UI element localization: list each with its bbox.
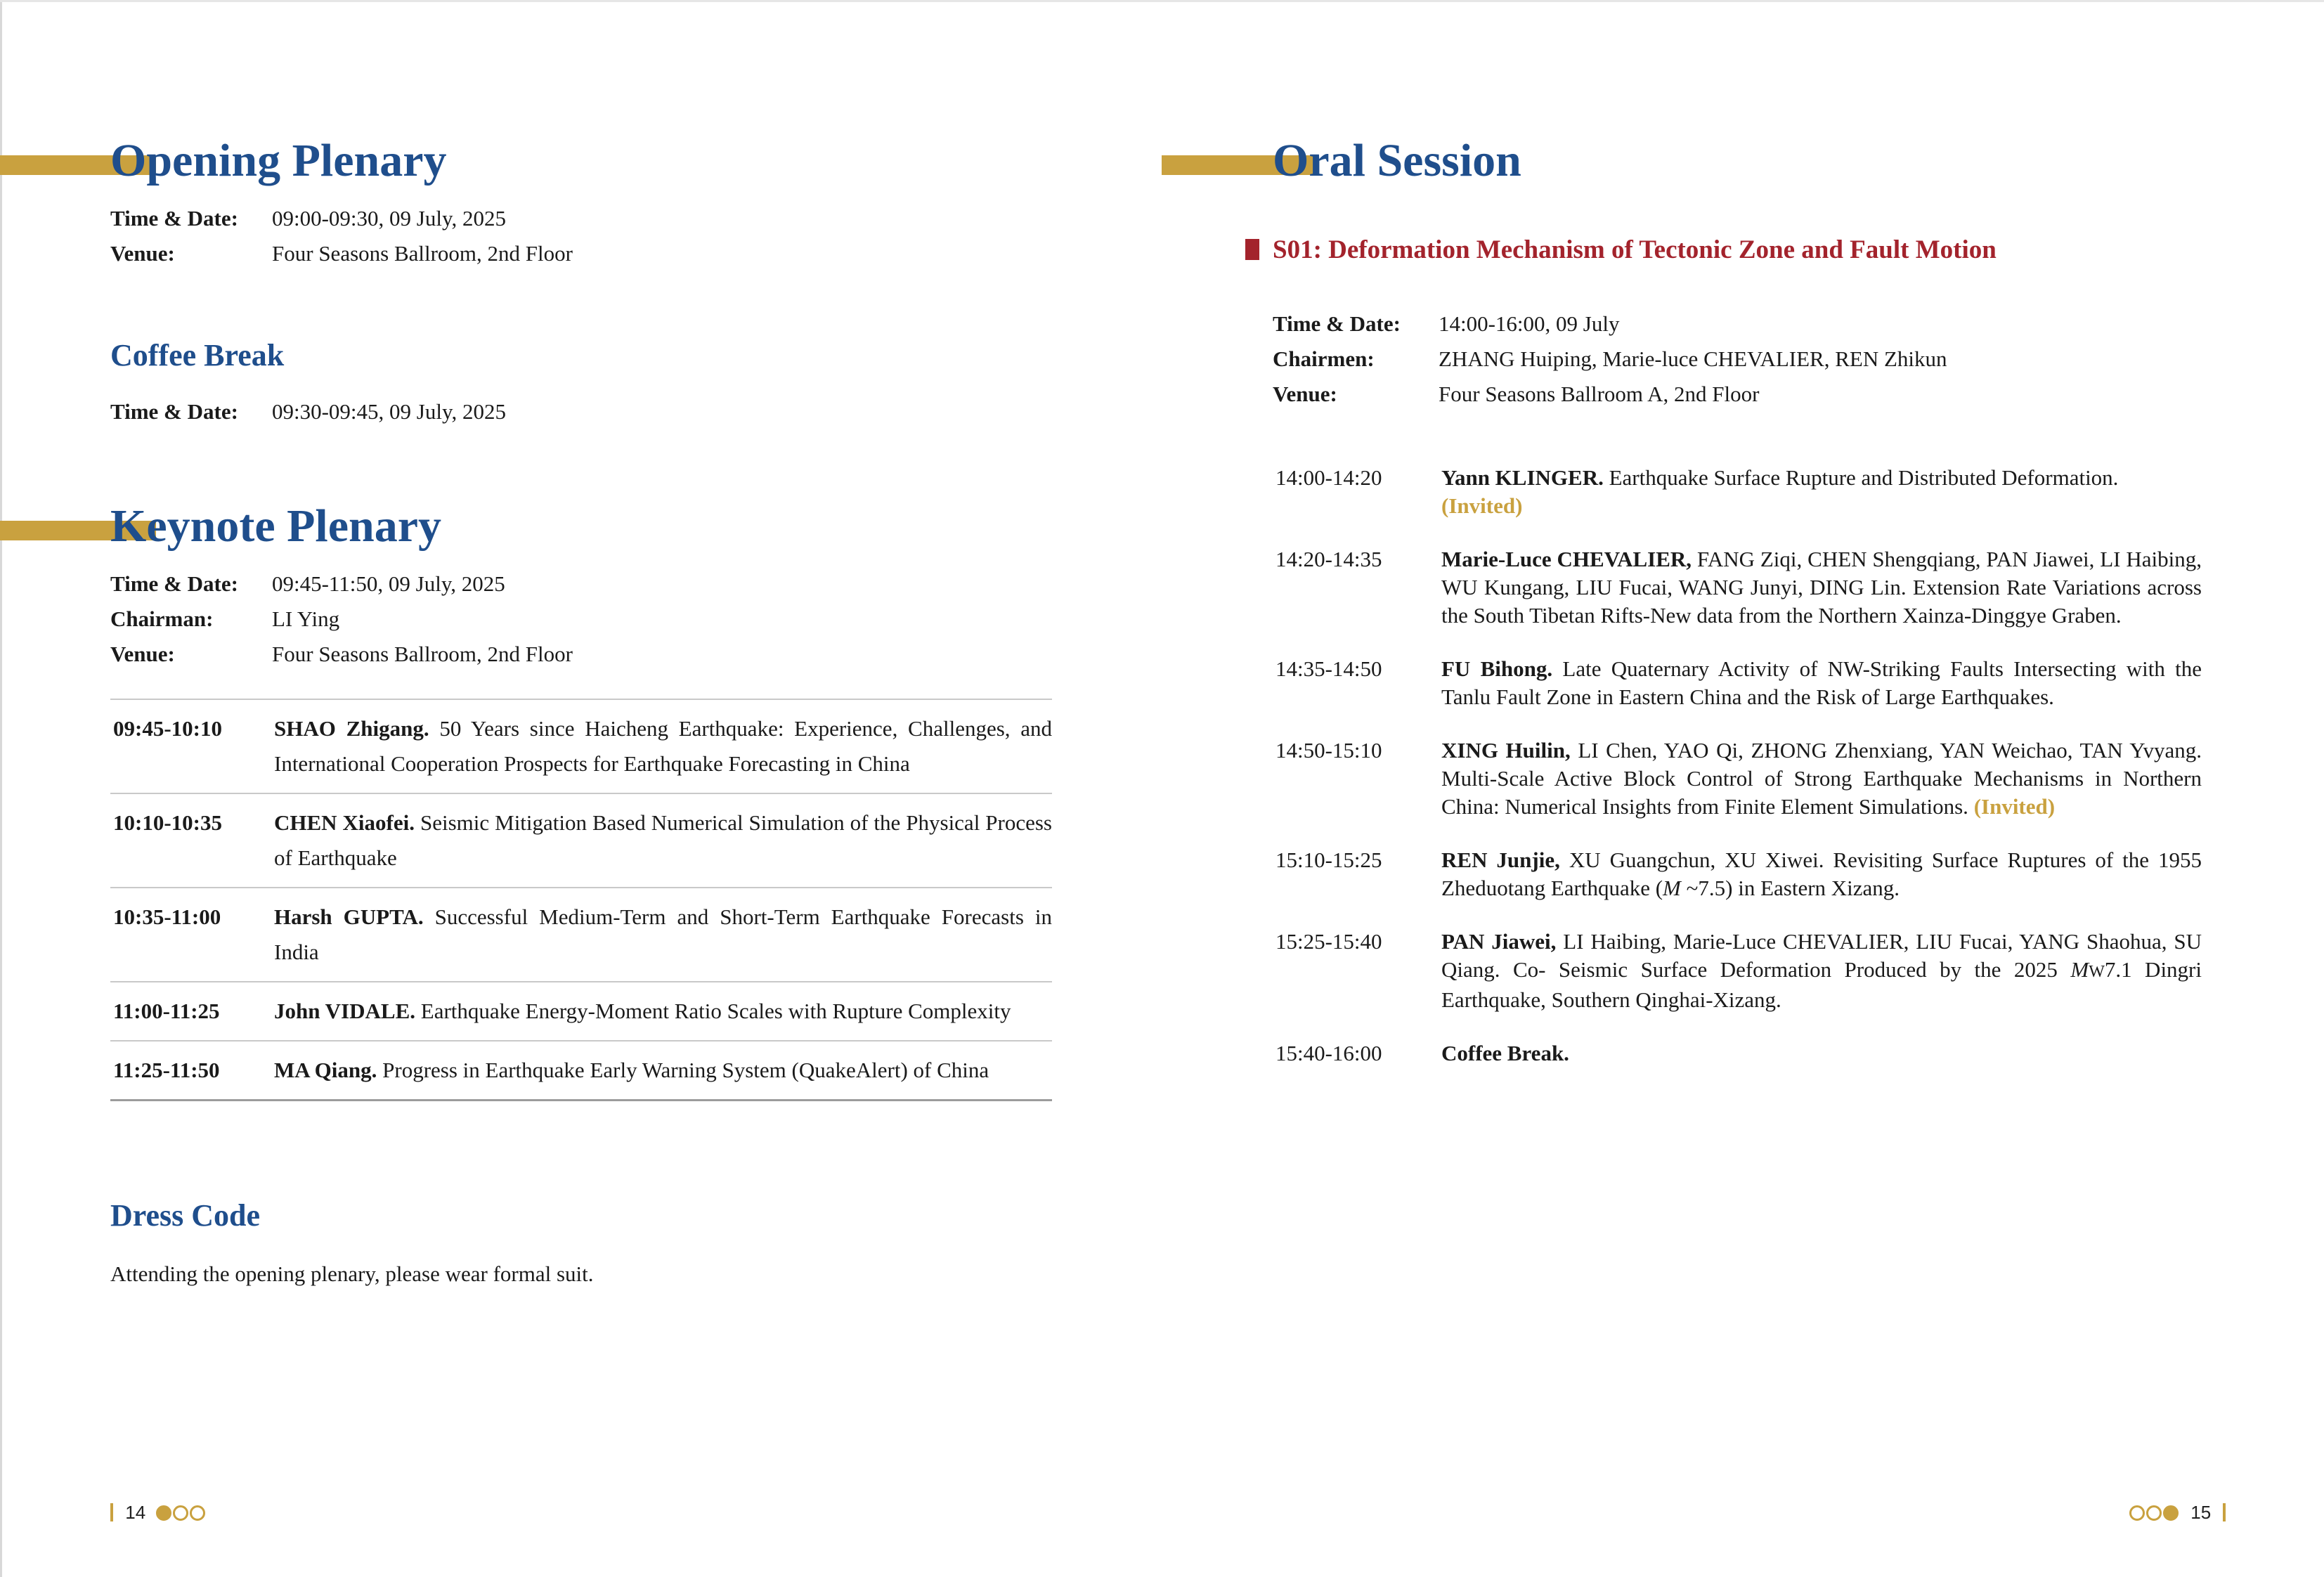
keynote-plenary-title: Keynote Plenary <box>110 500 442 552</box>
dress-code-text: Attending the opening plenary, please wear formal suit. <box>110 1261 594 1286</box>
row-time: 14:00-14:20 <box>1275 465 1382 490</box>
time-label: Time & Date: <box>110 571 238 596</box>
footer-divider <box>110 1503 113 1521</box>
magnitude-subscript: W <box>2089 963 2105 981</box>
talk-title: Successful Medium-Term and Short-Term Earthquake Forecasts in India <box>274 904 1052 964</box>
row-talk <box>1441 464 2202 520</box>
row-time: 15:25-15:40 <box>1275 929 1382 954</box>
venue-value: Four Seasons Ballroom A, 2nd Floor <box>1439 382 1760 406</box>
row-time: 14:50-15:10 <box>1275 738 1382 762</box>
row-talk <box>1441 928 2202 1014</box>
list-item <box>1273 545 2202 630</box>
venue-label: Venue: <box>1273 382 1337 406</box>
page-number: 15 <box>2190 1502 2212 1523</box>
opening-plenary-title: Opening Plenary <box>110 135 447 186</box>
footer-divider <box>2223 1503 2226 1521</box>
page-left-edge <box>0 0 2 1577</box>
talk-text-end: ~7.5) in Eastern Xizang. <box>1680 876 1900 900</box>
table-row <box>110 1040 1052 1101</box>
table-row <box>110 793 1052 887</box>
talk-text: Earthquake Surface Rupture and Distributed Deformation. <box>1609 465 2119 490</box>
dot-icon <box>173 1505 188 1521</box>
row-time: 15:10-15:25 <box>1275 848 1382 872</box>
dot-icon <box>190 1505 205 1521</box>
oral-session-title: Oral Session <box>1273 135 1521 186</box>
row-time: 14:20-14:35 <box>1275 547 1382 571</box>
page-top-edge <box>0 0 2324 2</box>
row-talk <box>1441 846 2202 902</box>
page-number: 14 <box>125 1502 146 1523</box>
row-talk <box>1441 545 2202 630</box>
session-title: S01: Deformation Mechanism of Tectonic Zone and Fault Motion <box>1273 235 1997 264</box>
talk-text-end: 7.1 Dingri Earthquake, Southern Qinghai-Xizang. <box>1441 957 2202 1012</box>
venue-value: Four Seasons Ballroom, 2nd Floor <box>272 642 573 666</box>
row-time: 15:40-16:00 <box>1275 1041 1382 1065</box>
row-talk <box>274 711 1052 781</box>
speaker-name: Yann KLINGER. <box>1441 465 1604 490</box>
speaker-name: FU Bihong. <box>1441 656 1553 681</box>
dot-icon <box>2163 1505 2179 1521</box>
speaker-name: MA Qiang. <box>274 1058 377 1082</box>
list-item <box>1273 736 2202 821</box>
page-footer-left <box>110 1502 207 1523</box>
magnitude-symbol: M <box>2070 957 2089 982</box>
magnitude-symbol: M <box>1663 876 1681 900</box>
dot-icon <box>156 1505 171 1521</box>
opening-plenary-meta <box>110 201 743 271</box>
chairmen-value: ZHANG Huiping, Marie-luce CHEVALIER, REN Zhikun <box>1439 346 1947 371</box>
row-time: 11:00-11:25 <box>113 999 220 1023</box>
speaker-name: CHEN Xiaofei. <box>274 810 415 835</box>
talk-text: Late Quaternary Activity of NW-Striking Faults Intersecting with the Tanlu Fault Zone in Eastern China and the Risk of Large Earthquakes. <box>1441 656 2202 709</box>
row-talk <box>274 1053 1052 1088</box>
speaker-name: Harsh GUPTA. <box>274 904 424 929</box>
time-value: 09:30-09:45, 09 July, 2025 <box>272 399 506 424</box>
row-talk <box>274 900 1052 970</box>
list-item <box>1273 928 2202 1014</box>
speaker-name: Marie-Luce CHEVALIER, <box>1441 547 1692 571</box>
time-label: Time & Date: <box>110 206 238 231</box>
keynote-plenary-meta <box>110 566 743 672</box>
row-talk <box>274 805 1052 876</box>
row-talk <box>274 994 1052 1029</box>
dot-icon <box>2129 1505 2145 1521</box>
row-time: 10:10-10:35 <box>113 810 222 835</box>
table-row <box>110 887 1052 981</box>
venue-value: Four Seasons Ballroom, 2nd Floor <box>272 241 573 266</box>
table-row <box>110 981 1052 1040</box>
invited-badge: (Invited) <box>1973 794 2056 819</box>
dot-icon <box>2146 1505 2162 1521</box>
speaker-name: Coffee Break. <box>1441 1041 1569 1065</box>
speaker-name: XING Huilin, <box>1441 738 1571 762</box>
table-row <box>110 699 1052 793</box>
row-talk <box>1441 736 2202 821</box>
row-time: 14:35-14:50 <box>1275 656 1382 681</box>
row-time: 09:45-10:10 <box>113 716 222 741</box>
time-value: 14:00-16:00, 09 July <box>1439 311 1620 336</box>
chairmen-label: Chairmen: <box>1273 346 1375 371</box>
venue-label: Venue: <box>110 642 175 666</box>
time-label: Time & Date: <box>110 399 238 424</box>
list-item <box>1273 655 2202 711</box>
speaker-name: PAN Jiawei, <box>1441 929 1557 954</box>
row-time: 11:25-11:50 <box>113 1058 220 1082</box>
venue-label: Venue: <box>110 241 175 266</box>
talk-title: Seismic Mitigation Based Numerical Simulation of the Physical Process of Earthquake <box>274 810 1053 870</box>
dress-code-title: Dress Code <box>110 1198 261 1233</box>
talk-text: LI Haibing, Marie-Luce CHEVALIER, LIU Fucai, YANG Shaohua, SU Qiang. Co- Seismic Surface Deformation Produced by the 2025 <box>1441 929 2202 982</box>
oral-schedule-list <box>1273 464 2202 1093</box>
session-marker-icon <box>1245 239 1259 260</box>
chairman-label: Chairman: <box>110 606 214 631</box>
oral-session-meta <box>1273 306 2221 412</box>
time-label: Time & Date: <box>1273 311 1401 336</box>
talk-title: Earthquake Energy-Moment Ratio Scales with Rupture Complexity <box>420 999 1011 1023</box>
talk-text: XU Guangchun, XU Xiwei. Revisiting Surface Ruptures of the 1955 Zheduotang Earthquake ( <box>1441 848 2202 900</box>
list-item <box>1273 464 2202 520</box>
chairman-value: LI Ying <box>272 606 340 631</box>
speaker-name: John VIDALE. <box>274 999 416 1023</box>
coffee-break-meta <box>110 394 743 429</box>
talk-title: 50 Years since Haicheng Earthquake: Experience, Challenges, and International Cooperation Prospects for Earthquake Forecasting in China <box>274 716 1052 776</box>
row-time: 10:35-11:00 <box>113 904 221 929</box>
time-value: 09:00-09:30, 09 July, 2025 <box>272 206 506 231</box>
row-talk <box>1441 655 2202 711</box>
time-value: 09:45-11:50, 09 July, 2025 <box>272 571 505 596</box>
page-footer-right <box>2129 1502 2226 1523</box>
keynote-schedule-table <box>110 699 1052 1101</box>
talk-text: LI Chen, YAO Qi, ZHONG Zhenxiang, YAN Weichao, TAN Yvyang. Multi-Scale Active Block Control of Strong Earthquake Mechanisms in Northern China: Numerical Insights from Finite Element Simulations. <box>1441 738 2202 819</box>
talk-title: Progress in Earthquake Early Warning System (QuakeAlert) of China <box>382 1058 989 1082</box>
speaker-name: SHAO Zhigang. <box>274 716 429 741</box>
list-item <box>1273 1039 2202 1067</box>
coffee-break-title: Coffee Break <box>110 338 285 372</box>
list-item <box>1273 846 2202 902</box>
speaker-name: REN Junjie, <box>1441 848 1560 872</box>
row-talk <box>1441 1039 2202 1067</box>
invited-badge: (Invited) <box>1441 493 1523 518</box>
talk-text: FANG Ziqi, CHEN Shengqiang, PAN Jiawei, LI Haibing, WU Kungang, LIU Fucai, WANG Junyi, DING Lin. Extension Rate Variations across the South Tibetan Rifts-New data from the Northern Xainza-Dinggye Graben. <box>1441 547 2202 628</box>
